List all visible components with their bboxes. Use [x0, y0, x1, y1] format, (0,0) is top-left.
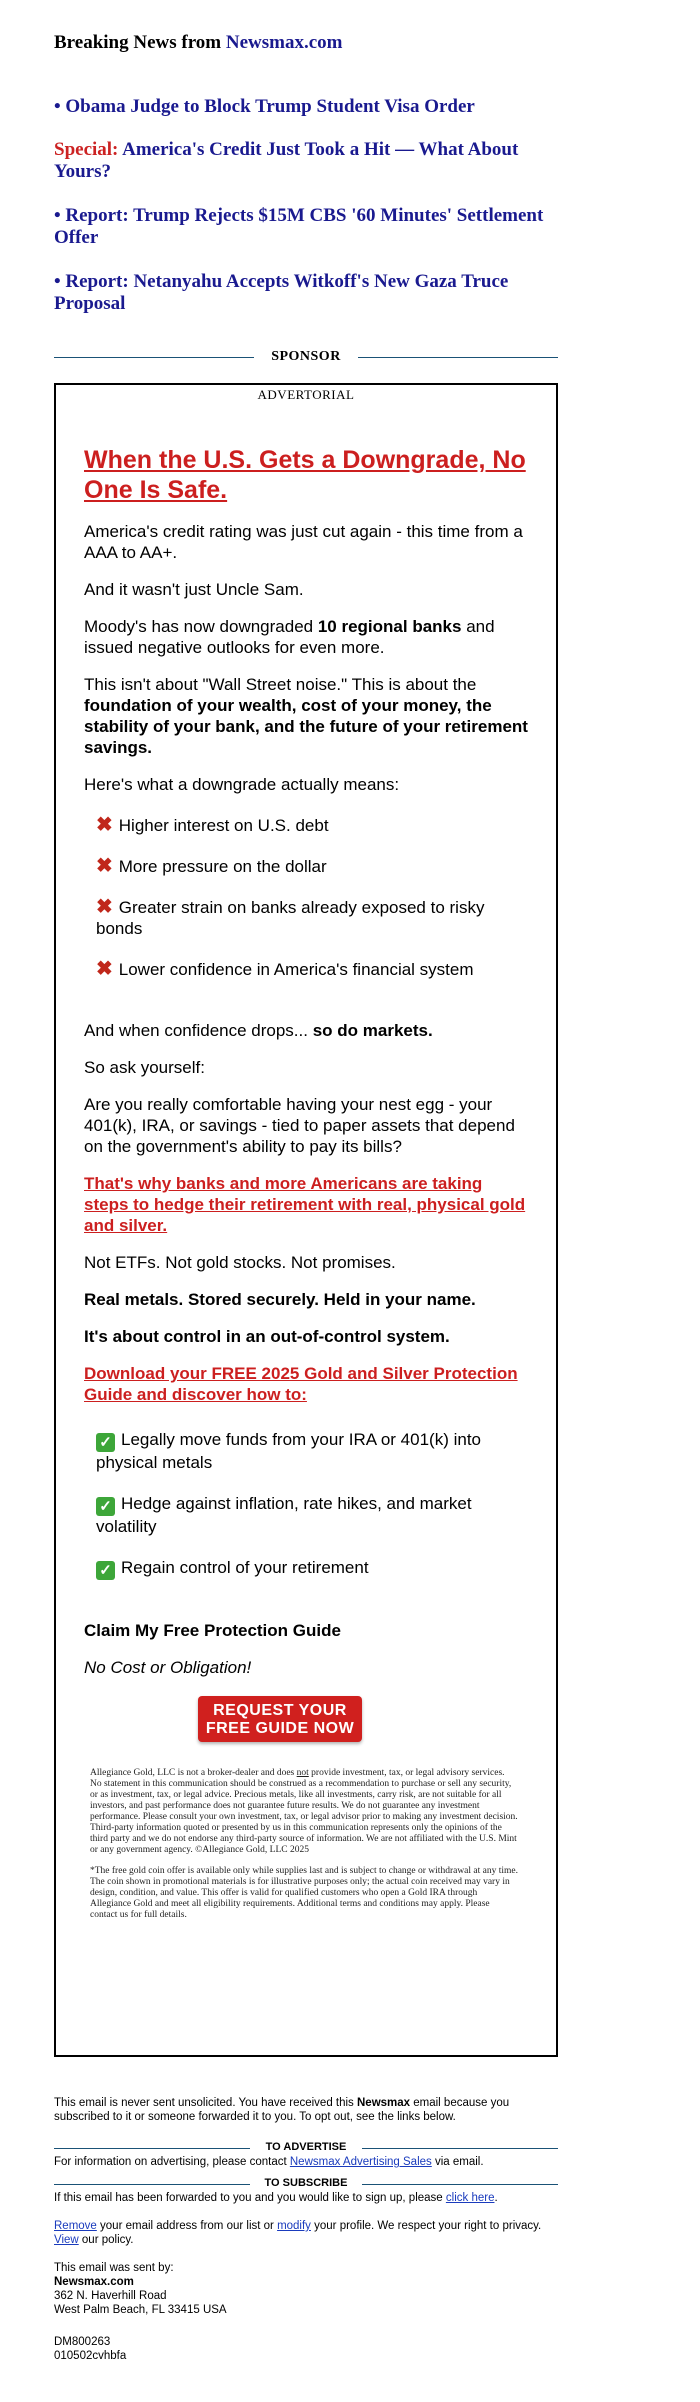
ad-paragraph: So ask yourself:	[84, 1058, 205, 1077]
news-headline[interactable]: Report: Trump Rejects $15M CBS '60 Minutes' Settlement Offer	[54, 205, 544, 248]
list-item: ✖ Greater strain on banks already exposed to risky bonds	[96, 896, 485, 938]
unsubscribe-notice: This email is never sent unsolicited. You have received this Newsmax email because you subscribed to it or someone forwarded it to you. To opt out, see the links below.	[54, 2097, 510, 2123]
ad-paragraph: Not ETFs. Not gold stocks. Not promises.	[84, 1253, 396, 1272]
subscribe-label: TO SUBSCRIBE	[264, 2177, 348, 2189]
disclaimer-text: Allegiance Gold, LLC is not a broker-dealer and does not provide investment, tax, or legal advisory services. No statement in this communication should be construed as a recommendation to purchase or sell any security, or as investment, tax, or legal advice. Precious metals, like all investments, carry risk, are not suitable for all investors, and past performance does not guarantee future results. We do not guarantee any investment performance. Please consult your own investment, tax, or legal advisor prior to making any investment decision. Third-party information quoted or presented by us in this communication represents only the opinions of the third party and we do not endorse any third-party source of information. We are not affiliated with the U.S. Mint or any government agency. ©Allegiance Gold, LLC 2025	[90, 1768, 518, 1855]
sponsor-label: SPONSOR	[271, 349, 341, 364]
advertorial-label: ADVERTORIAL	[257, 387, 355, 402]
offer-terms-text: *The free gold coin offer is available only while supplies last and is subject to change or withdrawal at any time. The coin shown in promotional materials is for illustrative purposes only; the actual coin received may vary in design, condition, and value. This offer is valid for qualified customers who open a Gold IRA through Allegiance Gold and meet all eligibility requirements. Additional terms and conditions may apply. Please contact us for full details.	[90, 1866, 518, 1920]
list-item: ✖ Higher interest on U.S. debt	[96, 814, 329, 836]
news-headline[interactable]: Obama Judge to Block Trump Student Visa Order	[65, 96, 475, 117]
sponsor-divider	[54, 346, 558, 368]
remove-link[interactable]: Remove	[54, 2220, 97, 2232]
email-header	[54, 32, 614, 54]
ad-paragraph: And when confidence drops... so do markets.	[84, 1021, 433, 1040]
news-item-special[interactable]	[54, 139, 574, 183]
special-label: Special:	[54, 139, 123, 160]
advertising-sales-link[interactable]: Newsmax Advertising Sales	[289, 2156, 432, 2168]
checkmark-icon: ✓	[96, 1433, 115, 1452]
request-guide-button[interactable]: REQUEST YOUR FREE GUIDE NOW	[198, 1696, 362, 1742]
bullet: •	[54, 205, 66, 226]
ad-paragraph: This isn't about "Wall Street noise." This is about the foundation of your wealth, cost of your money, the stability of your bank, and the future of your retirement savings.	[84, 675, 528, 757]
checkmark-icon: ✓	[96, 1497, 115, 1516]
brand-name[interactable]: Newsmax.com	[225, 32, 343, 53]
advertise-label: TO ADVERTISE	[265, 2141, 347, 2153]
privacy-info: Remove your email address from our list or modify your profile. We respect your right to privacy. View our policy.	[54, 2220, 542, 2246]
no-cost-text: No Cost or Obligation!	[84, 1658, 252, 1677]
news-headline[interactable]: Report: Netanyahu Accepts Witkoff's New Gaza Truce Proposal	[54, 271, 509, 314]
checkmark-icon: ✓	[96, 1561, 115, 1580]
ad-title[interactable]: When the U.S. Gets a Downgrade, No One Is Safe.	[84, 446, 526, 504]
x-mark-icon: ✖	[96, 855, 113, 877]
ad-paragraph: Moody's has now downgraded 10 regional banks and issued negative outlooks for even more.	[84, 617, 495, 657]
modify-link[interactable]: modify	[277, 2220, 311, 2232]
bullet: •	[54, 271, 66, 292]
news-headline[interactable]: America's Credit Just Took a Hit — What About Yours?	[54, 139, 519, 182]
ad-paragraph: Real metals. Stored securely. Held in your name.	[84, 1290, 476, 1309]
bullet: •	[54, 96, 66, 117]
news-item[interactable]	[54, 271, 574, 315]
header-prefix: Breaking News from	[54, 32, 226, 53]
news-item[interactable]	[54, 96, 574, 118]
subscribe-info: If this email has been forwarded to you and you would like to sign up, please click here.	[54, 2192, 498, 2204]
x-mark-icon: ✖	[96, 958, 113, 980]
download-guide-link[interactable]: Download your FREE 2025 Gold and Silver Protection Guide and discover how to:	[84, 1364, 518, 1404]
ad-paragraph: America's credit rating was just cut again - this time from a AAA to AA+.	[84, 522, 523, 562]
claim-guide-heading[interactable]: Claim My Free Protection Guide	[84, 1621, 341, 1640]
ad-paragraph: Here's what a downgrade actually means:	[84, 775, 400, 794]
advertorial-box	[54, 383, 558, 2057]
news-item[interactable]	[54, 205, 574, 249]
hedge-link[interactable]: That's why banks and more Americans are taking steps to hedge their retirement with real, physical gold and silver.	[84, 1174, 526, 1235]
list-item: ✖ More pressure on the dollar	[96, 855, 327, 877]
x-mark-icon: ✖	[96, 896, 113, 918]
sender-info: This email was sent by: Newsmax.com 362 N. Haverhill Road West Palm Beach, FL 33415 USA	[54, 2262, 227, 2316]
advertise-divider	[54, 2141, 558, 2155]
ad-paragraph: It's about control in an out-of-control system.	[84, 1327, 450, 1346]
x-mark-icon: ✖	[96, 814, 113, 836]
tracking-codes: DM800263 010502cvhbfa	[54, 2336, 127, 2362]
check-list-item: ✓ Hedge against inflation, rate hikes, and market volatility	[96, 1494, 472, 1536]
advertise-info: For information on advertising, please contact Newsmax Advertising Sales via email.	[54, 2156, 484, 2168]
ad-paragraph: Are you really comfortable having your nest egg - your 401(k), IRA, or savings - tied to paper assets that depend on the government's ability to pay its bills?	[84, 1095, 515, 1156]
subscribe-divider	[54, 2177, 558, 2191]
view-policy-link[interactable]: View	[54, 2234, 79, 2246]
list-item: ✖ Lower confidence in America's financial system	[96, 958, 474, 980]
check-list-item: ✓ Legally move funds from your IRA or 401(k) into physical metals	[96, 1430, 481, 1472]
check-list-item: ✓ Regain control of your retirement	[96, 1557, 528, 1580]
ad-paragraph: And it wasn't just Uncle Sam.	[84, 580, 304, 599]
click-here-link[interactable]: click here	[445, 2192, 495, 2204]
